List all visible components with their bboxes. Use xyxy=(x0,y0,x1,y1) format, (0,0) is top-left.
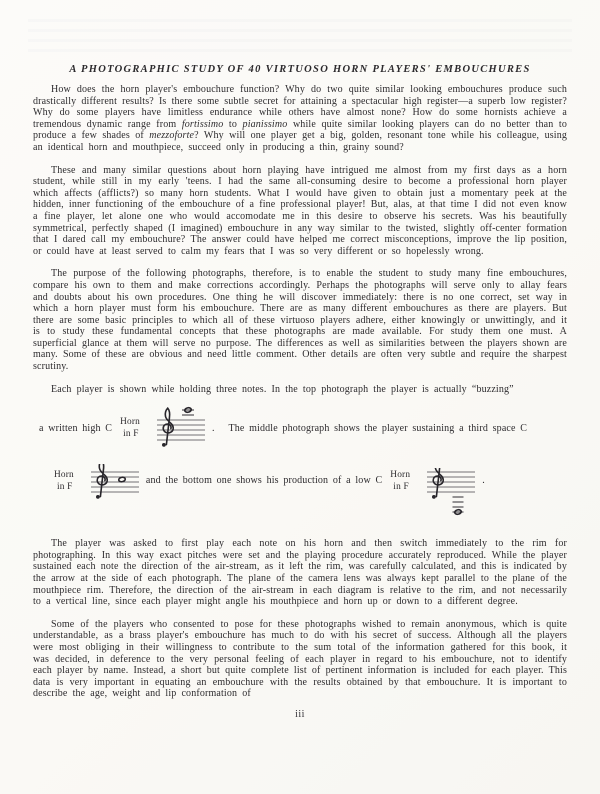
scan-bleedthrough-artifact xyxy=(28,12,572,56)
paragraph-1-text: to xyxy=(223,118,243,130)
music-row1-text-before: a written high C xyxy=(39,423,113,435)
music-row2-text: and the bottom one shows his production of a low C xyxy=(145,475,383,487)
horn-in-f-label xyxy=(120,416,140,440)
music-row1-text-after: . The middle photograph shows the player sustaining a third space C xyxy=(212,423,528,435)
music-staff-low-c-icon xyxy=(413,468,479,518)
page-title: A PHOTOGRAPHIC STUDY OF 40 VIRTUOSO HORN PLAYERS' EMBOUCHURES xyxy=(69,64,531,75)
italic-word-mezzoforte: mezzoforte xyxy=(149,130,195,142)
paragraph-1-text: ? Why will one player get a big, golden, resonant tone while his colleague, using an identical horn and mouthpiece, succeed only in producing a thin, grainy sound? xyxy=(33,130,567,153)
treble-clef-icon xyxy=(162,408,173,447)
paragraph-1-text: while quite similar looking players can do no better than to produce a few shades of xyxy=(33,118,567,142)
paragraph-5-text: The player was asked to first play each note on his horn and then switch immediately to the rim for photographing. In this way exact pitches were set and the playing procedure accurately reproduced. While the player sustained each note the direction of the air-stream, as it left the rim, was carefully calculated, and this is indicated by the arrow at the side of each photograph. The plane of the camera lens was always kept parallel to the plane of the mouthpiece rim. Therefore, the direction of the air-stream in each diagram is relative to the rim, and not necessarily to a vertical line, since each player might angle his mouthpiece and horn up or down to a different degree. xyxy=(33,538,567,608)
horn-label-line1: Horn xyxy=(54,470,74,481)
paragraph-2-text: These and many similar questions about horn playing have intrigued me almost from my first days as a horn student, while still in my early 'teens. I had the same all-consuming desire to become a professional horn player which affects (afflicts?) so many horn students. What I would have given to obtain just a momentary peek at the hidden, inner functioning of the embouchure of a fine professional player! But, alas, at that time I did not even know a fine player, let alone one who would accomodate me in this desire to observe his secrets. Was his beautifully symmetrical, perfectly shaped (I imagined) embouchure in any way similar to the twisted, slightly off-center formation that I dared call my embouchure? The answer could have helped me correct misconceptions, improve the lip position, or could have at least served to calm my fears that I was so very different or so hopelessly wrong. xyxy=(33,164,567,257)
paragraph-3-text: The purpose of the following photographs, therefore, is to enable the student to study many fine embouchures, compare his own to them and make corrections accordingly. Perhaps the photographs will serve only to allay fears and doubts about his own procedures. One thing he will discover immediately: there is no one correct, set way in which a horn player must form his embouchure. There are as many different embouchures as there are players. But there are some basic principles to which all of these virtuoso players adhere, either knowingly or unwittingly, and it is to study these fundamental concepts that these photographs are made available. For study them one must. A superficial glance at them will serve no purpose. The differences as well as similarities between the players shown are many. Some of these are obvious and need little comment. Other details are often very subtle and require the sharpest scrutiny. xyxy=(33,268,567,373)
whole-note-third-space-c-icon xyxy=(118,477,125,483)
horn-label-line2: in F xyxy=(123,429,139,440)
music-staff-high-c-icon xyxy=(143,404,209,451)
horn-label-line1: Horn xyxy=(390,470,411,481)
music-line-middle-and-low-c xyxy=(54,464,567,518)
horn-in-f-label xyxy=(54,469,74,493)
paragraph-2 xyxy=(33,165,567,258)
music-line-high-c xyxy=(39,404,567,451)
music-staff-third-space-c-icon xyxy=(77,464,143,503)
paragraph-1 xyxy=(33,84,567,154)
music-row2-period: . xyxy=(482,475,485,487)
page-number: iii xyxy=(295,708,305,720)
treble-clef-icon xyxy=(432,468,443,499)
paragraph-3 xyxy=(33,268,567,372)
italic-word-fortissimo: fortissimo xyxy=(181,118,224,130)
italic-word-pianissimo: pianissimo xyxy=(242,118,288,130)
horn-label-line2: in F xyxy=(57,482,73,493)
paragraph-6 xyxy=(33,619,567,700)
paragraph-4-text: Each player is shown while holding three notes. In the top photograph the player is actually “buzzing” xyxy=(51,383,514,395)
horn-label-line1: Horn xyxy=(120,417,141,428)
horn-label-line2: in F xyxy=(393,482,409,493)
paragraph-5 xyxy=(33,538,567,608)
paragraph-1-text: How does the horn player's embouchure function? Why do two quite similar looking embouchures produce such drastically different results? Is there some subtle secret for attaining a spectacular high register—a superb low register? Why do some players have limitless endurance while others have almost none? How do some hornists achieve a tremendous dynamic range from xyxy=(33,84,567,130)
paragraph-6-text: Some of the players who consented to pose for these photographs wished to remain anonymous, which is quite understandable, as a brass player's embouchure has much to do with his secret of success. Although all the players were most obliging in their willingness to contribute to the sum total of the information gathered for this book, it was decided, in deference to the very personal feeling of each player in regard to his embouchure, not to identify each player by name. Instead, a short but quite complete list of pertinent information is included for each player. This data is very important in equating an embouchure with the results obtained by that embouchure. It is important to describe the age, weight and lip conformation of xyxy=(33,618,567,700)
treble-clef-icon xyxy=(96,464,107,499)
paragraph-4-intro xyxy=(33,384,567,396)
horn-in-f-label xyxy=(390,469,410,493)
